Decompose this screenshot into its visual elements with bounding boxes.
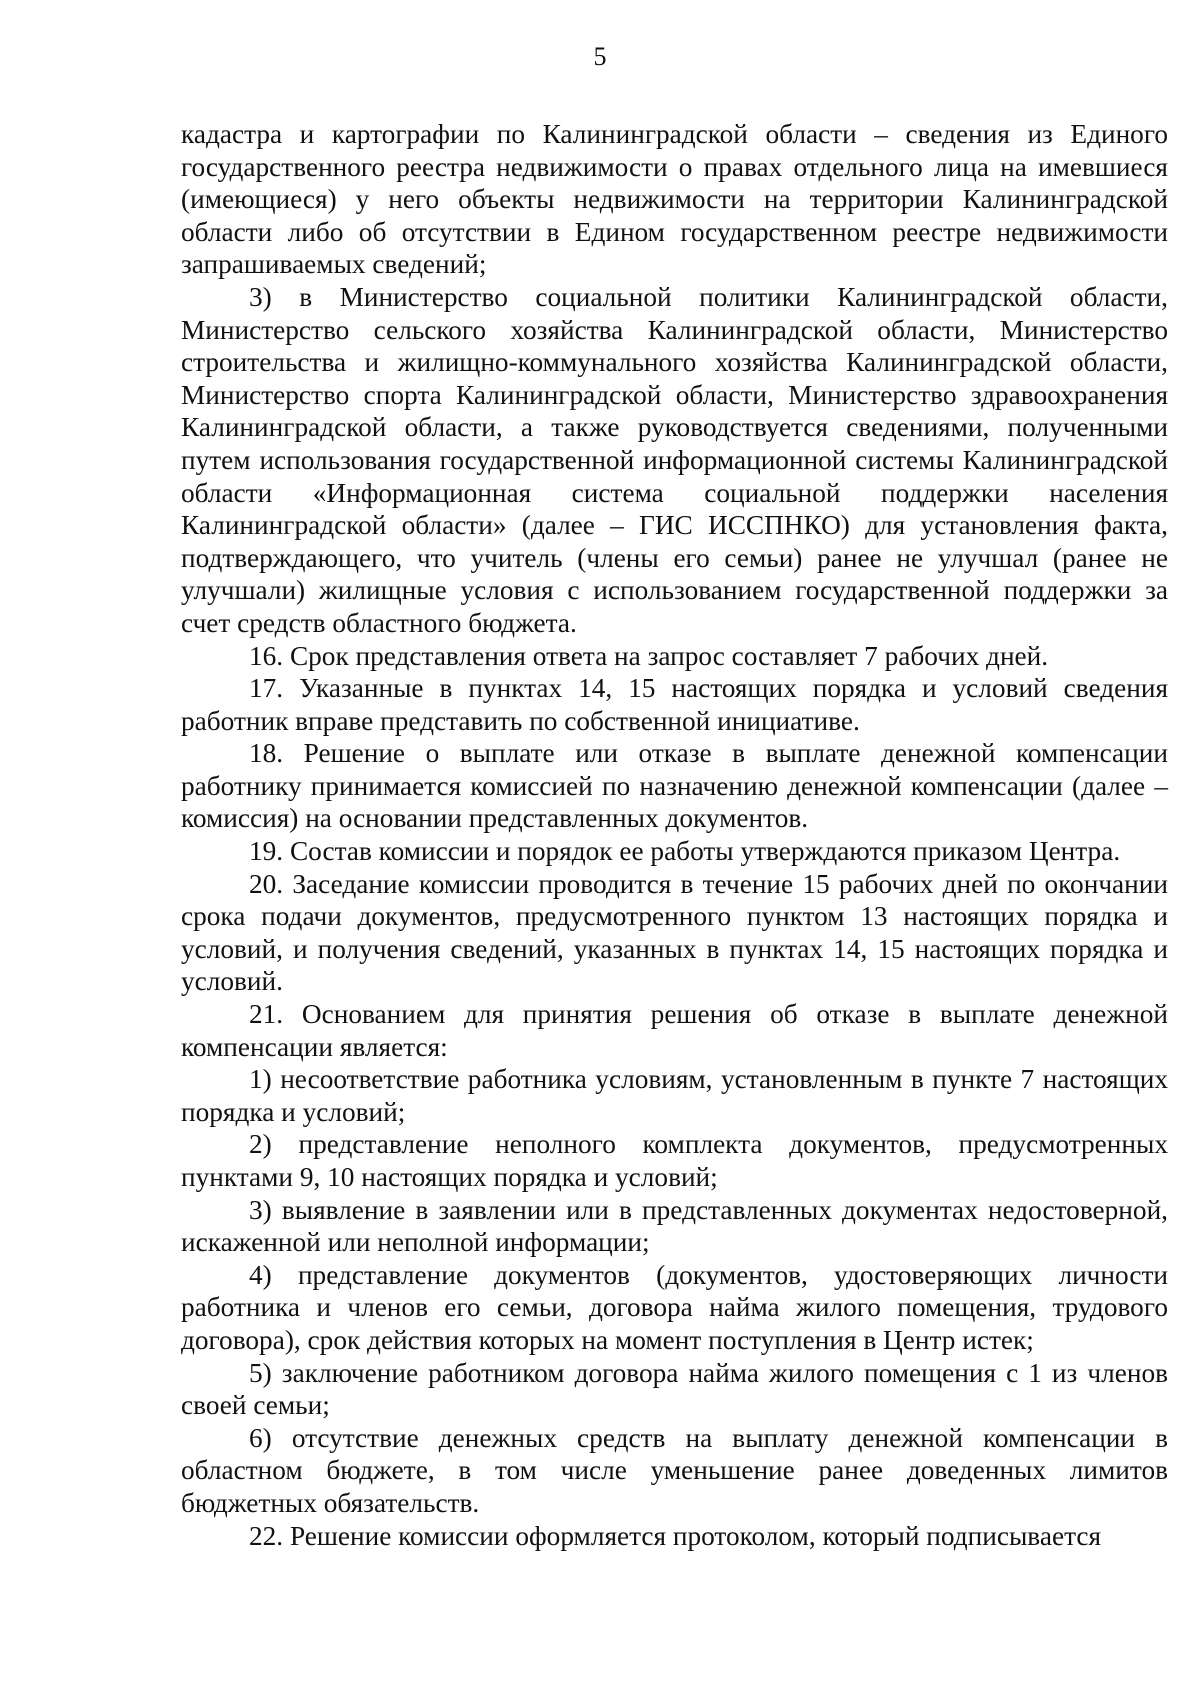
paragraph-21-item-3: 3) выявление в заявлении или в представленных документах недостоверной, искаженной или неполной информации; (181, 1194, 1168, 1258)
paragraph-17: 17. Указанные в пунктах 14, 15 настоящих порядка и условий сведения работник вправе представить по собственной инициативе. (181, 673, 1168, 736)
paragraph-20: 20. Заседание комиссии проводится в течение 15 рабочих дней по окончании срока подачи документов, предусмотренного пунктом 13 настоящих порядка и условий, и получения сведений, указанных в пунктах 14, 15 настоящих порядка и условий. (181, 868, 1168, 997)
paragraph-item-3: 3) в Министерство социальной политики Калининградской области, Министерство сельского хозяйства Калининградской области, Министерство строительства и жилищно-коммунального хозяйства Калининградской области, Министерство спорта Калининградской области, Министерство здравоохранения Калининградской области, а также руководствуется сведениями, полученными путем использования государственной информационной системы Калининградской области «Информационная система социальной поддержки населения Калининградской области» (далее – ГИС ИССПНКО) для установления факта, подтверждающего, что учитель (члены его семьи) ранее не улучшал (ранее не улучшали) жилищные условия с использованием государственной поддержки за счет средств областного бюджета. (181, 281, 1168, 638)
paragraph-21-item-5: 5) заключение работником договора найма жилого помещения с 1 из членов своей семьи; (181, 1357, 1168, 1421)
paragraph-16: 16. Срок представления ответа на запрос составляет 7 рабочих дней. (249, 640, 1049, 671)
paragraph-21-item-1: 1) несоответствие работника условиям, установленным в пункте 7 настоящих порядка и условий; (181, 1064, 1168, 1127)
paragraph-22: 22. Решение комиссии оформляется протоколом, который подписывается (249, 1520, 1102, 1551)
document-body (181, 118, 1168, 1552)
paragraph-21: 21. Основанием для принятия решения об отказе в выплате денежной компенсации является: (181, 999, 1168, 1062)
paragraph-21-item-2: 2) представление неполного комплекта документов, предусмотренных пунктами 9, 10 настоящих порядка и условий; (181, 1129, 1168, 1192)
page-number: 5 (593, 42, 607, 71)
paragraph-21-item-4: 4) представление документов (документов, удостоверяющих личности работника и членов его семьи, договора найма жилого помещения, трудового договора), срок действия которых на момент поступления в Центр истек; (181, 1259, 1168, 1355)
paragraph-18: 18. Решение о выплате или отказе в выплате денежной компенсации работнику принимается комиссией по назначению денежной компенсации (далее – комиссия) на основании представленных документов. (181, 738, 1168, 834)
paragraph-19: 19. Состав комиссии и порядок ее работы утверждаются приказом Центра. (249, 836, 1121, 867)
paragraph-21-item-6: 6) отсутствие денежных средств на выплату денежной компенсации в областном бюджете, в том числе уменьшение ранее доведенных лимитов бюджетных обязательств. (181, 1422, 1168, 1518)
paragraph-continuation: кадастра и картографии по Калининградской области – сведения из Единого государственного реестра недвижимости о правах отдельного лица на имевшиеся (имеющиеся) у него объекты недвижимости на территории Калининградской области либо об отсутствии в Едином государственном реестре недвижимости запрашиваемых сведений; (181, 119, 1168, 280)
